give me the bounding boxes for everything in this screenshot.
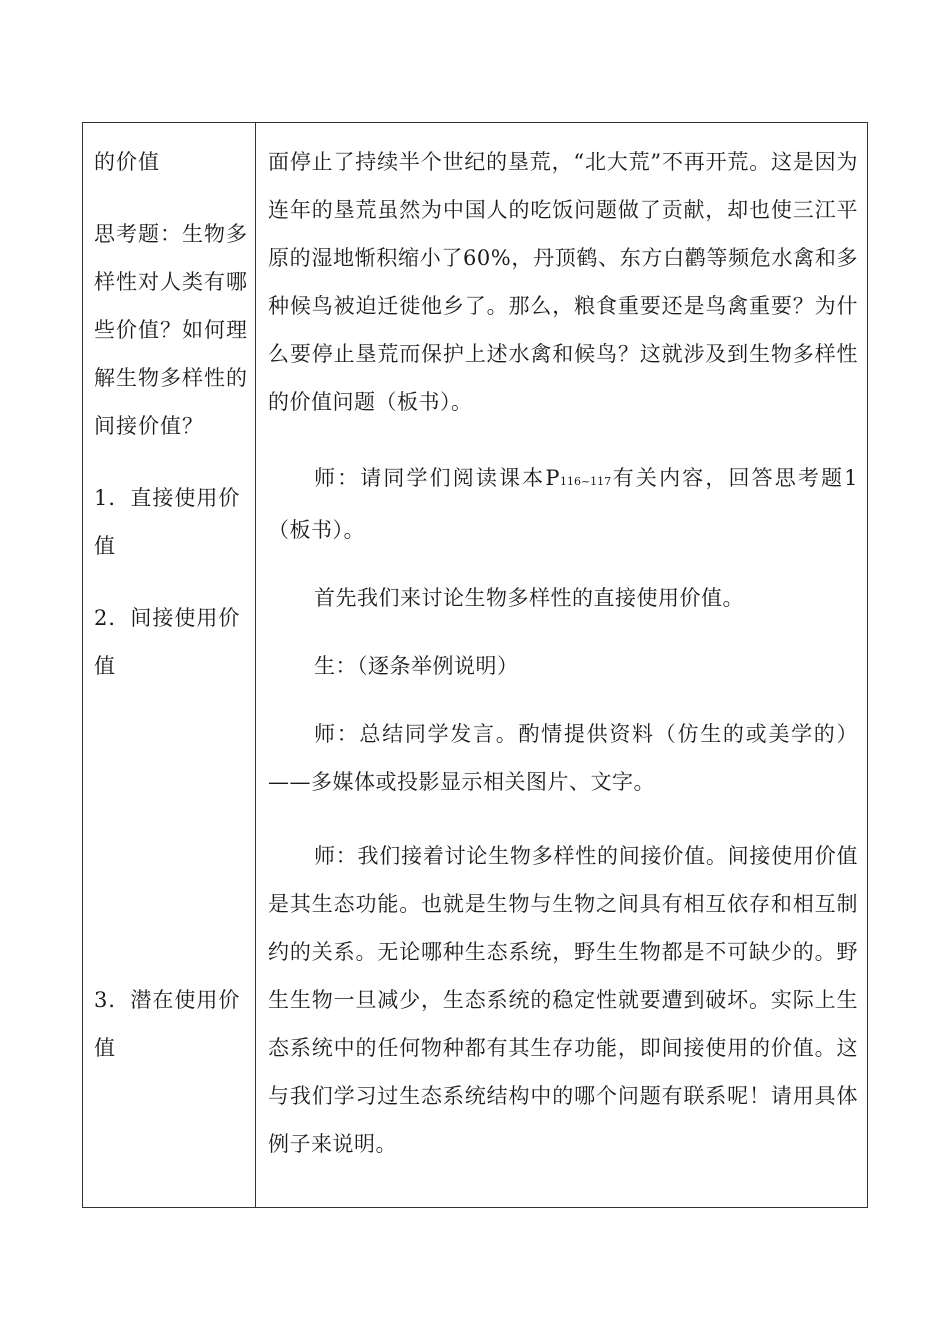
left-item-direct-value: 1．直接使用价值 [94, 486, 241, 558]
paragraph-text: 师：总结同学发言。酌情提供资料（仿生的或美学的）——多媒体或投影显示相关图片、文字。 [268, 722, 858, 794]
paragraph-text: 面停止了持续半个世纪的垦荒，“北大荒”不再开荒。这是因为连年的垦荒虽然为中国人的吃饭问题做了贡献，却也使三江平原的湿地惭积缩小了60%，丹顶鹤、东方白鹳等频危水禽和多种候鸟被迫迁徙他乡了。那么，粮食重要还是鸟禽重要？为什么要停止垦荒而保护上述水禽和候鸟？这就涉及到生物多样性的价值问题（板书）。 [268, 150, 858, 414]
left-item-potential-value: 3．潜在使用价值 [94, 988, 241, 1060]
paragraph-indirect-value [268, 832, 858, 1168]
paragraph-beidahuang [268, 138, 858, 426]
paragraph-text: 有关内容，回答思考题1（板书）。 [268, 466, 858, 542]
paragraph-text: 师：请同学们阅读课本P [314, 466, 560, 490]
paragraph-text: 首先我们来讨论生物多样性的直接使用价值。 [314, 586, 744, 610]
paragraph-reading-assignment [268, 454, 858, 554]
page-range: 116~117 [559, 475, 612, 488]
paragraph-direct-value [268, 574, 858, 622]
paragraph-summary [268, 710, 858, 806]
left-question: 思考题：生物多样性对人类有哪些价值？如何理解生物多样性的间接价值？ [94, 222, 248, 438]
left-heading-tail: 的价值 [94, 150, 160, 174]
column-divider [255, 122, 256, 1208]
paragraph-text: 师：我们接着讨论生物多样性的间接价值。间接使用价值是其生态功能。也就是生物与生物之间具有相互依存和相互制约的关系。无论哪种生态系统，野生生物都是不可缺少的。野生生物一旦减少，生态系统的稳定性就要遭到破坏。实际上生态系统中的任何物种都有其生存功能，即间接使用的价值。这与我们学习过生态系统结构中的哪个问题有联系呢！请用具体例子来说明。 [268, 844, 858, 1156]
paragraph-text: 生：（逐条举例说明） [314, 654, 519, 678]
left-item-indirect-value: 2．间接使用价值 [94, 606, 241, 678]
paragraph-student [268, 642, 858, 690]
